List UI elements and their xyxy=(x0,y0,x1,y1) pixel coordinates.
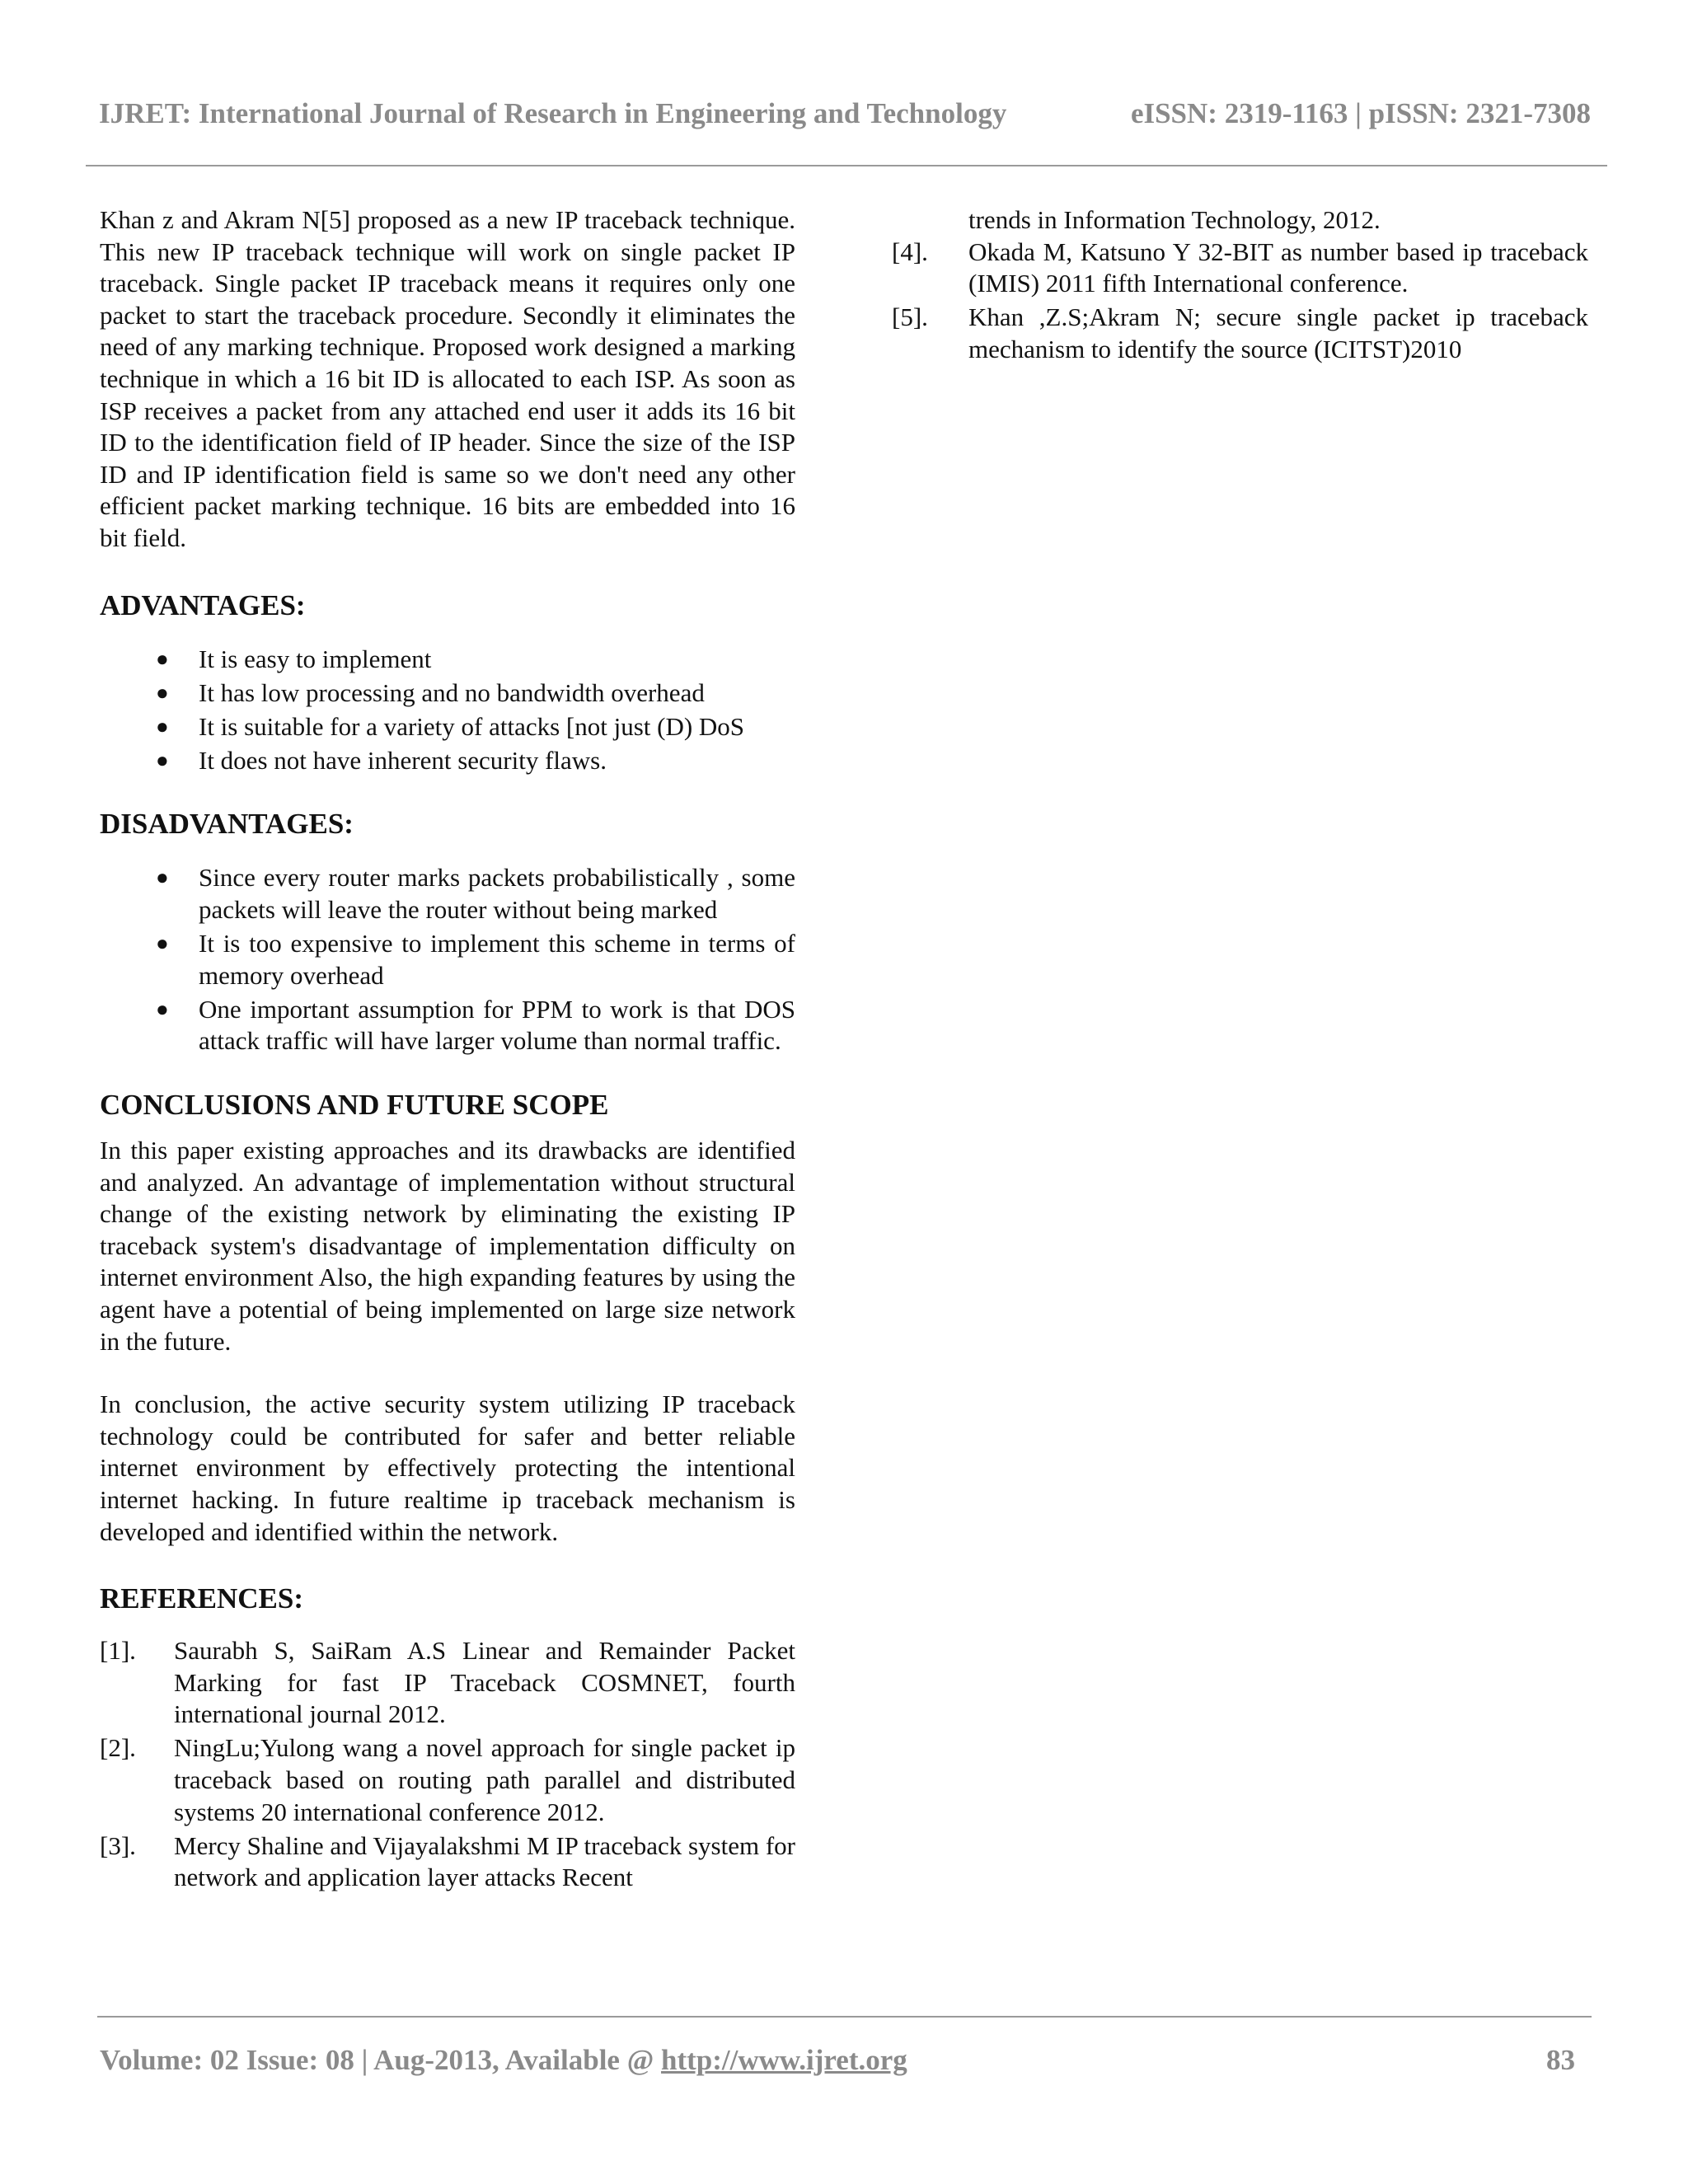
reference-item xyxy=(892,237,1588,300)
conclusions-paragraph-1: In this paper existing approaches and its drawbacks are identified and analyzed. An advantage of implementation without structural change of the existing network by eliminating the existing IP traceback system's disadvantage of implementation difficulty on internet environment Also, the high expanding features by using the agent have a potential of being implemented on large size network in the future. xyxy=(100,1135,795,1356)
list-item: ● One important assumption for PPM to work is that DOS attack traffic will have larger volume than normal traffic. xyxy=(156,994,795,1056)
bullet-icon: ● xyxy=(156,714,169,738)
reference-item xyxy=(892,302,1588,365)
conclusions-paragraph-2: In conclusion, the active security system utilizing IP traceback technology could be contributed for safer and better reliable internet environment by effectively protecting the intentional internet hacking. In future realtime ip traceback mechanism is developed and identified within the network. xyxy=(100,1390,795,1546)
reference-number: [1]. xyxy=(100,1636,136,1666)
journal-url-link[interactable]: http://www.ijret.org xyxy=(661,2044,907,2076)
running-header xyxy=(99,97,1591,130)
references-list xyxy=(100,1635,795,1894)
reference-number: [5]. xyxy=(892,302,928,332)
advantages-heading: ADVANTAGES: xyxy=(100,588,306,621)
list-item: ● It is too expensive to implement this scheme in terms of memory overhead xyxy=(156,929,795,990)
advantages-list xyxy=(100,644,795,777)
reference-item xyxy=(100,1732,795,1828)
bullet-icon: ● xyxy=(156,865,169,890)
reference-text: Okada M, Katsuno Y 32-BIT as number based ip traceback (IMIS) 2011 fifth International conference. xyxy=(968,237,1588,298)
footer-citation xyxy=(100,2044,907,2077)
list-item: ● It is easy to implement xyxy=(100,644,795,676)
reference-text: Mercy Shaline and Vijayalakshmi M IP traceback system for network and application layer attacks Recent xyxy=(174,1830,795,1892)
footer-divider xyxy=(97,2016,1592,2018)
issn-info: eISSN: 2319-1163 | pISSN: 2321-7308 xyxy=(1130,97,1591,129)
list-item: ● It is suitable for a variety of attacks [not just (D) DoS xyxy=(100,711,795,743)
reference-text: Khan ,Z.S;Akram N; secure single packet ip traceback mechanism to identify the source (ICITST)2010 xyxy=(968,302,1588,363)
bullet-icon: ● xyxy=(156,646,169,671)
bullet-icon: ● xyxy=(156,996,169,1021)
reference-continuation: trends in Information Technology, 2012. xyxy=(968,205,1381,234)
intro-paragraph: Khan z and Akram N[5] proposed as a new IP traceback technique. This new IP traceback technique will work on single packet IP traceback. Single packet IP traceback means it requires only one packet to start the traceback procedure. Secondly it eliminates the need of any marking technique. Proposed work designed a marking technique in which a 16 bit ID is allocated to each ISP. As soon as ISP receives a packet from any attached end user it adds its 16 bit ID to the identification field of IP header. Since the size of the ISP ID and IP identification field is same so we don't need any other efficient packet marking technique. 16 bits are embedded into 16 bit field. xyxy=(100,205,795,552)
reference-item xyxy=(100,1635,795,1731)
reference-item xyxy=(100,1830,795,1894)
disadvantages-heading: DISADVANTAGES: xyxy=(100,808,354,841)
disadvantages-list xyxy=(100,862,795,1057)
bullet-icon: ● xyxy=(156,680,169,705)
conclusions-heading: CONCLUSIONS AND FUTURE SCOPE xyxy=(100,1088,609,1121)
reference-number: [4]. xyxy=(892,237,928,266)
reference-text: NingLu;Yulong wang a novel approach for single packet ip traceback based on routing path parallel and distributed systems 20 international conference 2012. xyxy=(174,1733,795,1826)
bullet-icon: ● xyxy=(156,748,169,772)
header-divider xyxy=(86,165,1607,166)
volume-issue-text: Volume: 02 Issue: 08 | Aug-2013, Available @ xyxy=(100,2044,662,2076)
page-number: 83 xyxy=(1546,2044,1575,2076)
references-heading: REFERENCES: xyxy=(100,1582,303,1615)
left-column xyxy=(100,204,795,1896)
reference-text: Saurabh S, SaiRam A.S Linear and Remainder Packet Marking for fast IP Traceback COSMNET, fourth international journal 2012. xyxy=(174,1636,795,1729)
list-item: ● It has low processing and no bandwidth overhead xyxy=(100,677,795,710)
reference-number: [2]. xyxy=(100,1733,136,1763)
running-footer xyxy=(100,2044,1575,2077)
list-item: ● Since every router marks packets probabilistically , some packets will leave the router without being marked xyxy=(156,863,795,924)
journal-title: IJRET: International Journal of Research in Engineering and Technology xyxy=(99,97,1007,129)
references-list-continued xyxy=(892,237,1588,366)
reference-number: [3]. xyxy=(100,1830,136,1860)
bullet-icon: ● xyxy=(156,931,169,956)
list-item: ● It does not have inherent security flaws. xyxy=(100,745,795,777)
right-column xyxy=(892,204,1588,368)
